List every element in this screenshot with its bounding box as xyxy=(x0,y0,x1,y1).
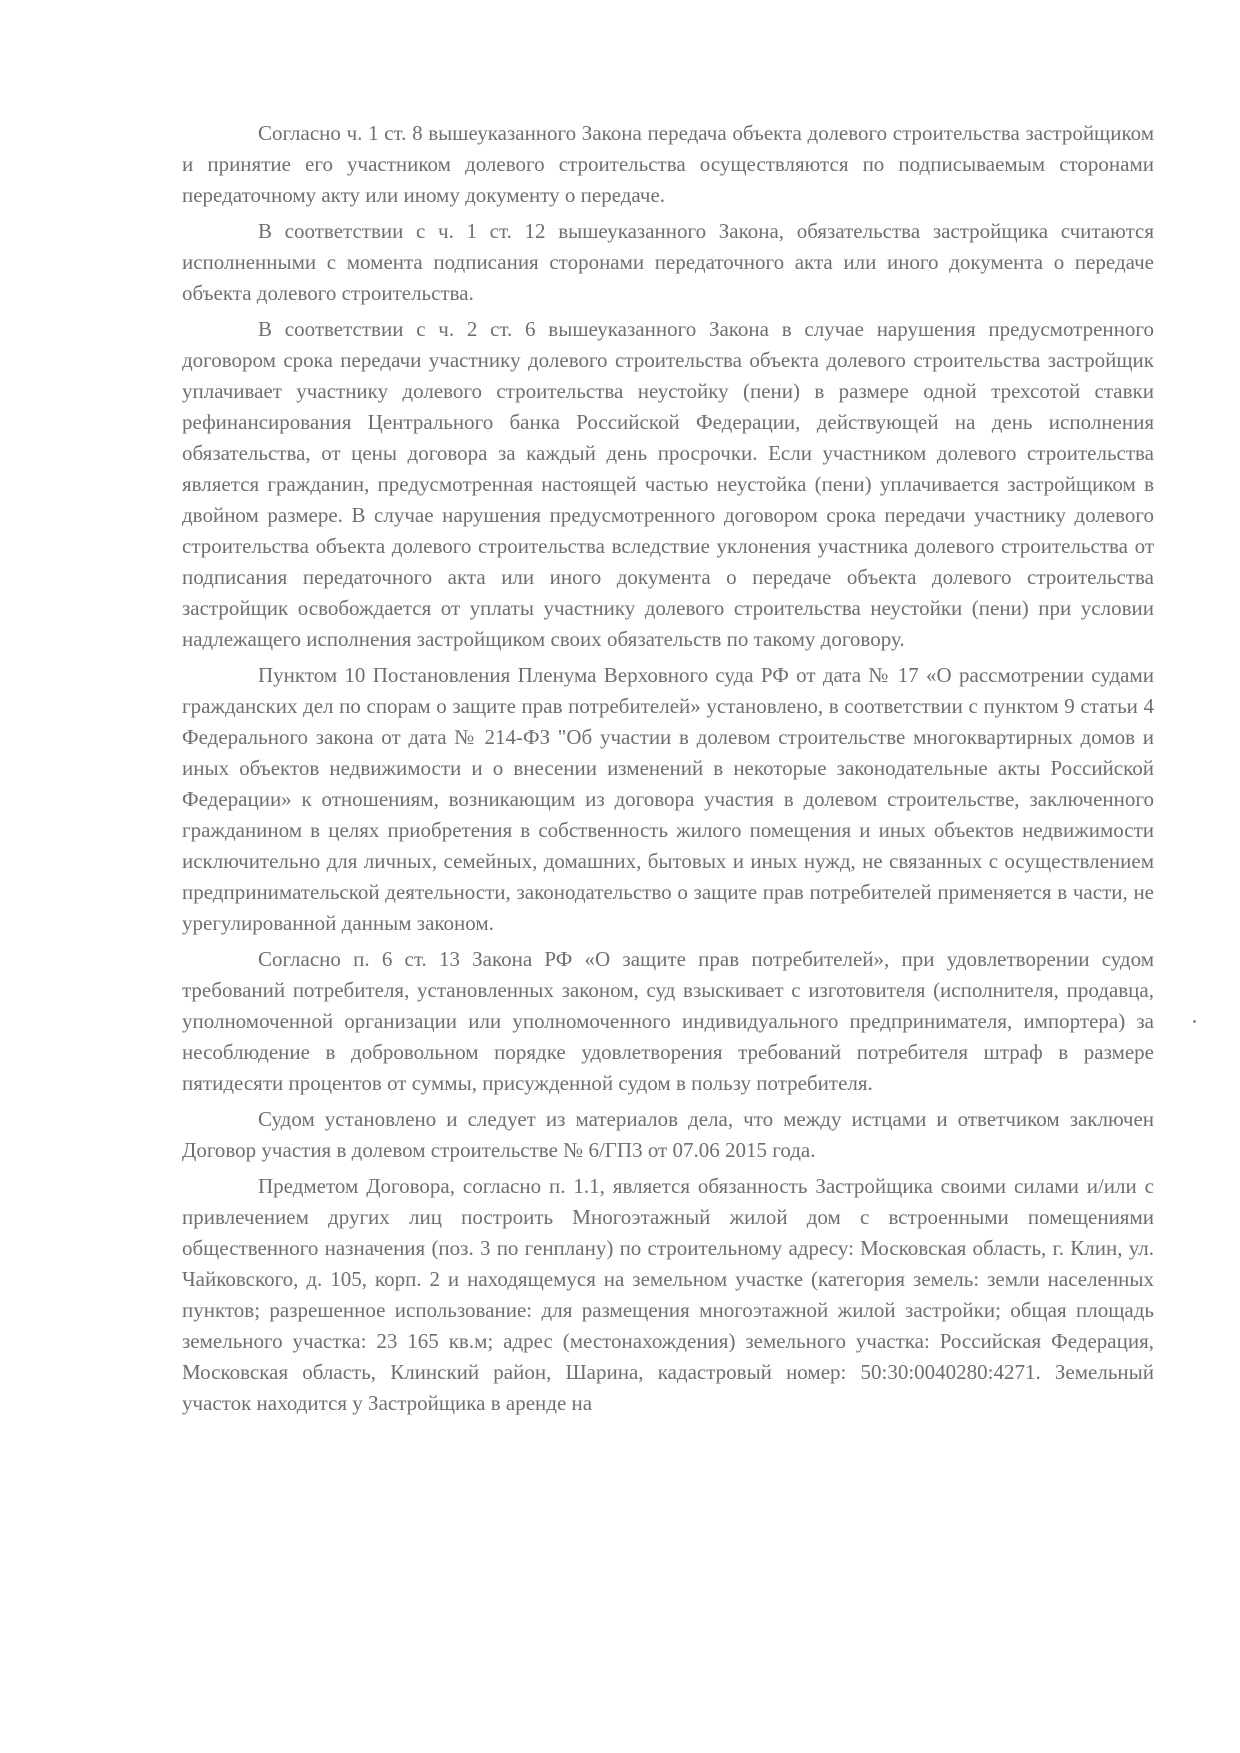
paragraph-obligations-fulfilled: В соответствии с ч. 1 ст. 12 вышеуказанного Закона, обязательства застройщика считаются исполненными с момента подписания сторонами передаточного акта или иного документа о передаче объекта долевого строительства. xyxy=(182,219,1154,305)
paragraph-consumer-fine: Согласно п. 6 ст. 13 Закона РФ «О защите прав потребителей», при удовлетворении судом требований потребителя, установленных законом, суд взыскивает с изготовителя (исполнителя, продавца, уполномоченной организации или уполномоченного индивидуального предпринимателя, импортера) за несоблюдение в добровольном порядке удовлетворения требований потребителя штраф в размере пятидесяти процентов от суммы, присужденной судом в пользу потребителя. xyxy=(182,947,1154,1095)
paragraph-contract-subject: Предметом Договора, согласно п. 1.1, является обязанность Застройщика своими силами и/или с привлечением других лиц построить Многоэтажный жилой дом с встроенными помещениями общественного назначения (поз. 3 по генплану) по строительному адресу: Московская область, г. Клин, ул. Чайковского, д. 105, корп. 2 и находящемуся на земельном участке (категория земель: земли населенных пунктов; разрешенное использование: для размещения многоэтажной жилой застройки; общая площадь земельного участка: 23 165 кв.м; адрес (местонахождения) земельного участка: Российская Федерация, Московская область, Клинский район, Шарина, кадастровый номер: 50:30:0040280:4271. Земельный участок находится у Застройщика в аренде на xyxy=(182,1174,1154,1415)
paragraph-plenum-resolution: Пунктом 10 Постановления Пленума Верховного суда РФ от дата № 17 «О рассмотрении судами гражданских дел по спорам о защите прав потребителей» установлено, в соответствии с пунктом 9 статьи 4 Федерального закона от дата № 214-ФЗ "Об участии в долевом строительстве многоквартирных домов и иных объектов недвижимости и о внесении изменений в некоторые законодательные акты Российской Федерации» к отношениям, возникающим из договора участия в долевом строительстве, заключенного гражданином в целях приобретения в собственность жилого помещения и иных объектов недвижимости исключительно для личных, семейных, домашних, бытовых и иных нужд, не связанных с осуществлением предпринимательской деятельности, законодательство о защите прав потребителей применяется в части, не урегулированной данным законом. xyxy=(182,663,1154,935)
paragraph-transfer-act: Согласно ч. 1 ст. 8 вышеуказанного Закона передача объекта долевого строительства застройщиком и принятие его участником долевого строительства осуществляются по подписываемым сторонами передаточному акту или иному документу о передаче. xyxy=(182,121,1154,207)
paragraph-contract-established: Судом установлено и следует из материалов дела, что между истцами и ответчиком заключен Договор участия в долевом строительстве № 6/ГП3 от 07.06 2015 года. xyxy=(182,1107,1154,1162)
document-body xyxy=(182,118,1154,1419)
scan-speck xyxy=(1193,1020,1196,1023)
paragraph-penalty: В соответствии с ч. 2 ст. 6 вышеуказанного Закона в случае нарушения предусмотренного договором срока передачи участнику долевого строительства объекта долевого строительства застройщик уплачивает участнику долевого строительства неустойку (пени) в размере одной трехсотой ставки рефинансирования Центрального банка Российской Федерации, действующей на день исполнения обязательства, от цены договора за каждый день просрочки. Если участником долевого строительства является гражданин, предусмотренная настоящей частью неустойка (пени) уплачивается застройщиком в двойном размере. В случае нарушения предусмотренного договором срока передачи участнику долевого строительства объекта долевого строительства вследствие уклонения участника долевого строительства от подписания передаточного акта или иного документа о передаче объекта долевого строительства застройщик освобождается от уплаты участнику долевого строительства неустойки (пени) при условии надлежащего исполнения застройщиком своих обязательств по такому договору. xyxy=(182,317,1154,651)
